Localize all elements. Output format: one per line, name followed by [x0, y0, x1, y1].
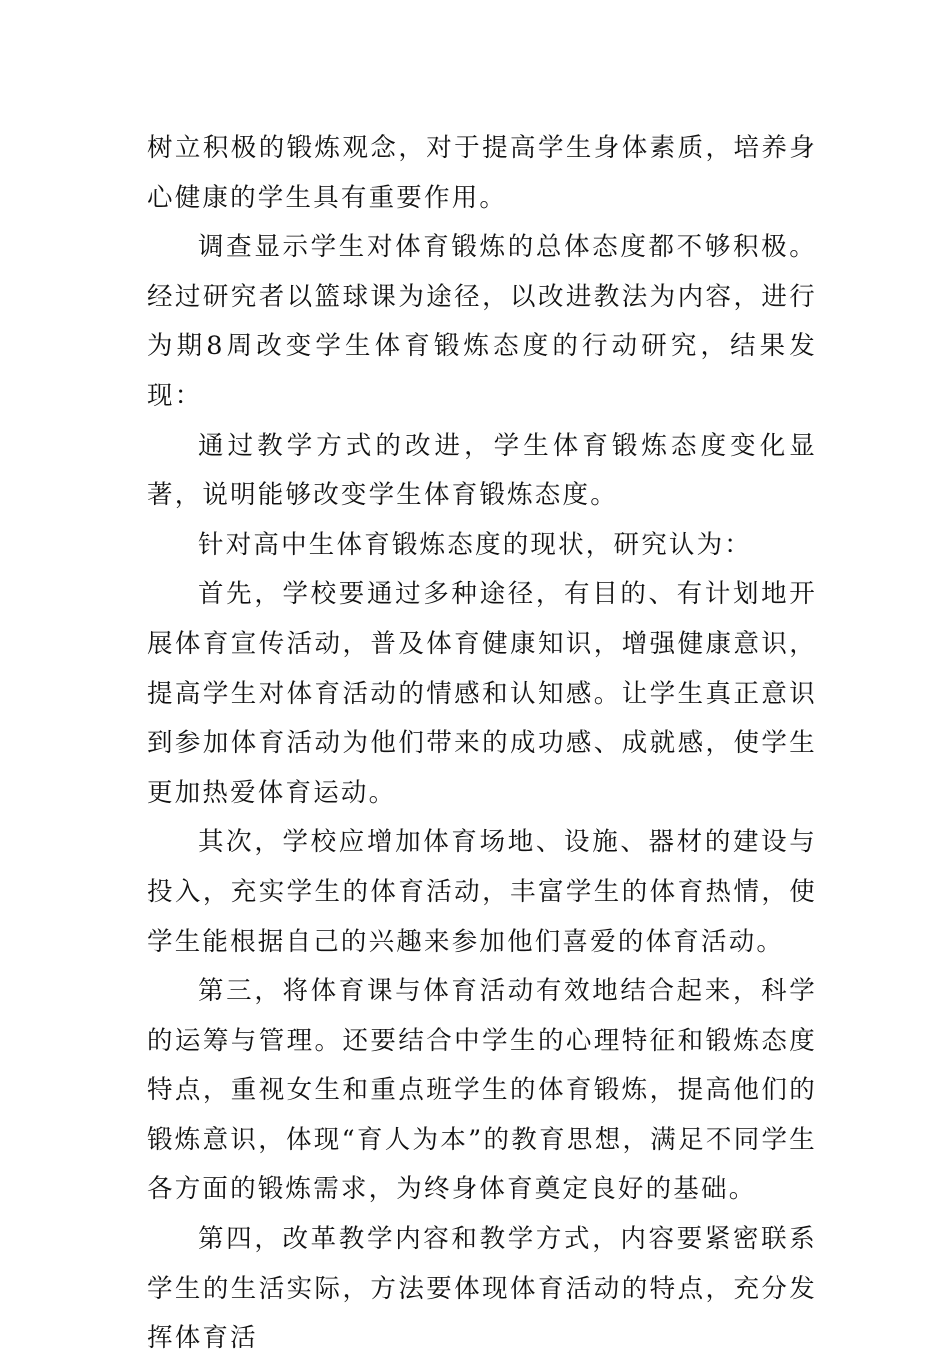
document-body	[147, 124, 817, 1364]
paragraph-7: 第三，将体育课与体育活动有效地结合起来，科学的运筹与管理。还要结合中学生的心理特征和锻炼态度特点，重视女生和重点班学生的体育锻炼，提高他们的锻炼意识，体现“育人为本”的教育思想，满足不同学生各方面的锻炼需求，为终身体育奠定良好的基础。	[147, 976, 817, 1205]
paragraph-8: 第四，改革教学内容和教学方式，内容要紧密联系学生的生活实际，方法要体现体育活动的特点，充分发挥体育活	[147, 1224, 817, 1354]
paragraph-6: 其次，学校应增加体育场地、设施、器材的建设与投入，充实学生的体育活动，丰富学生的体育热情，使学生能根据自己的兴趣来参加他们喜爱的体育活动。	[147, 827, 817, 957]
paragraph-4: 针对高中生体育锻炼态度的现状，研究认为：	[198, 529, 753, 560]
paragraph-3: 通过教学方式的改进，学生体育锻炼态度变化显著，说明能够改变学生体育锻炼态度。	[147, 430, 817, 511]
paragraph-5: 首先，学校要通过多种途径，有目的、有计划地开展体育宣传活动，普及体育健康知识，增强健康意识，提高学生对体育活动的情感和认知感。让学生真正意识到参加体育活动为他们带来的成功感、成就感，使学生更加热爱体育运动。	[147, 579, 817, 808]
paragraph-2: 调查显示学生对体育锻炼的总体态度都不够积极。经过研究者以篮球课为途径，以改进教法为内容，进行为期8周改变学生体育锻炼态度的行动研究，结果发现：	[147, 232, 817, 411]
paragraph-1: 树立积极的锻炼观念，对于提高学生身体素质，培养身心健康的学生具有重要作用。	[147, 133, 817, 213]
